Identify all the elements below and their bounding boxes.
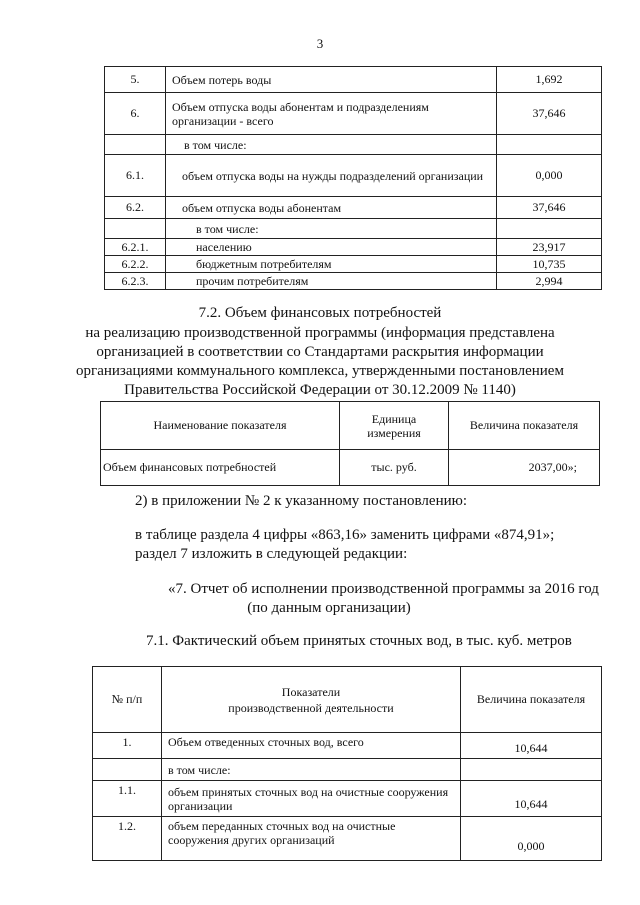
table-row <box>105 273 602 290</box>
row-name: Объем потерь воды <box>166 67 497 93</box>
row-unit: тыс. руб. <box>340 450 449 486</box>
header-name-line: производственной деятельности <box>228 700 394 715</box>
row-number: 5. <box>105 67 166 93</box>
table-row <box>105 135 602 155</box>
row-number: 6.2.1. <box>105 239 166 256</box>
row-name: в том числе: <box>166 219 497 239</box>
row-number: 6.2.3. <box>105 273 166 290</box>
row-name: в том числе: <box>162 759 461 781</box>
row-name: прочим потребителям <box>166 273 497 290</box>
section-7-subtitle: (по данным организации) <box>247 600 411 616</box>
wastewater-table <box>92 666 602 861</box>
header-unit <box>340 402 449 450</box>
header-name <box>162 667 461 733</box>
row-value: 2037,00»; <box>449 450 600 486</box>
row-value: 1,692 <box>497 67 602 93</box>
table-header-row <box>101 402 600 450</box>
row-number: 1.1. <box>93 781 162 817</box>
section-7-2-title: 7.2. Объем финансовых потребностей <box>198 305 442 321</box>
header-name-line: Показатели <box>281 684 341 699</box>
row-number: 6.1. <box>105 155 166 197</box>
table-row <box>101 450 600 486</box>
section-7-title: «7. Отчет об исполнении производственной программы за 2016 год <box>168 581 599 597</box>
section-7-1-title: 7.1. Фактический объем принятых сточных вод, в тыс. куб. метров <box>146 633 572 649</box>
table-row <box>105 155 602 197</box>
section-7-2-line: Правительства Российской Федерации от 30.12.2009 № 1140) <box>124 382 516 398</box>
row-number: 1.2. <box>93 817 162 861</box>
row-number: 1. <box>93 733 162 759</box>
financial-needs-table <box>100 401 600 486</box>
page-number: 3 <box>316 36 324 51</box>
water-supply-table <box>104 66 602 290</box>
row-name: населению <box>166 239 497 256</box>
header-name: Наименование показателя <box>101 402 340 450</box>
section-7-2-line: организациями коммунального комплекса, утвержденными постановлением <box>76 363 564 379</box>
row-value: 2,994 <box>497 273 602 290</box>
row-name: Объем финансовых потребностей <box>101 450 340 486</box>
row-number: 6.2. <box>105 197 166 219</box>
header-unit-line: измерения <box>367 425 421 440</box>
row-number <box>105 219 166 239</box>
row-value: 23,917 <box>497 239 602 256</box>
table-row <box>93 781 602 817</box>
header-value: Величина показателя <box>449 402 600 450</box>
row-value: 0,000 <box>497 155 602 197</box>
row-number <box>93 759 162 781</box>
table-row <box>93 733 602 759</box>
row-value: 10,644 <box>461 781 602 817</box>
row-name: бюджетным потребителям <box>166 256 497 273</box>
row-value: 10,735 <box>497 256 602 273</box>
table-row <box>93 759 602 781</box>
table-row <box>105 197 602 219</box>
row-value: 37,646 <box>497 93 602 135</box>
row-number: 6. <box>105 93 166 135</box>
row-name: объем принятых сточных вод на очистные сооружения организации <box>162 781 461 817</box>
row-value: 37,646 <box>497 197 602 219</box>
row-name: объем отпуска воды на нужды подразделений организации <box>166 155 497 197</box>
table-row <box>105 256 602 273</box>
row-value <box>497 135 602 155</box>
section-7-2-line: организацией в соответствии со Стандартами раскрытия информации <box>96 344 544 360</box>
row-name: Объем отпуска воды абонентам и подразделениям организации - всего <box>166 93 497 135</box>
header-value: Величина показателя <box>461 667 602 733</box>
row-value <box>461 759 602 781</box>
row-value <box>497 219 602 239</box>
table-header-row <box>93 667 602 733</box>
row-number <box>105 135 166 155</box>
row-name: в том числе: <box>166 135 497 155</box>
row-value: 0,000 <box>461 817 602 861</box>
table-row <box>105 239 602 256</box>
table-row <box>105 67 602 93</box>
row-name: объем переданных сточных вод на очистные сооружения других организаций <box>162 817 461 861</box>
row-name: объем отпуска воды абонентам <box>166 197 497 219</box>
paragraph: 2) в приложении № 2 к указанному постановлению: <box>135 493 467 509</box>
row-number: 6.2.2. <box>105 256 166 273</box>
table-row <box>105 93 602 135</box>
paragraph: раздел 7 изложить в следующей редакции: <box>135 546 408 562</box>
paragraph: в таблице раздела 4 цифры «863,16» заменить цифрами «874,91»; <box>135 527 555 543</box>
header-number: № п/п <box>93 667 162 733</box>
header-unit-line: Единица <box>371 411 417 426</box>
row-value: 10,644 <box>461 733 602 759</box>
row-name: Объем отведенных сточных вод, всего <box>162 733 461 759</box>
table-row <box>105 219 602 239</box>
table-row <box>93 817 602 861</box>
section-7-2-line: на реализацию производственной программы (информация представлена <box>85 325 555 341</box>
